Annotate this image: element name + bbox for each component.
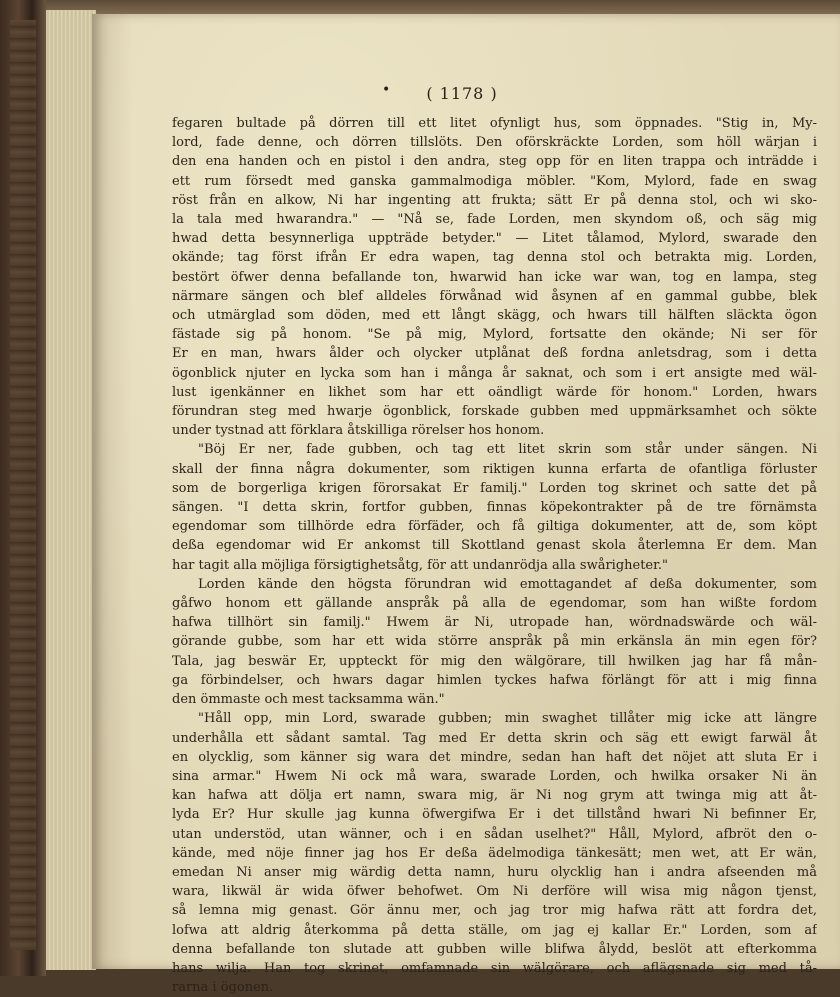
text-line: "Böj Er ner, fade gubben, och tag ett litet skrin som står under sängen. Ni [198,442,817,458]
text-line: den ena handen och en pistol i den andra, steg opp för en liten trappa och inträdde i [172,154,817,170]
text-line: förundran steg med hwarje ögonblick, forskade gubben med uppmärksamhet och sökte [172,404,817,420]
page-number: ( 1178 ) [426,84,498,103]
text-line: bestört öfwer denna befallande ton, hwarwid han icke war wan, tog en lampa, steg [172,269,817,285]
text-line: den ömmaste och mest tacksamma wän." [172,692,445,708]
book-page [92,14,840,996]
text-line: Tala, jag beswär Er, uppteckt för mig den wälgörare, till hwilken jag har få mån- [172,653,817,669]
text-line: kände, med nöje finner jag hos Er deßa ädelmodiga tänkesätt; men wet, att Er wän, [172,845,817,861]
book-spine [10,20,36,950]
text-line: sina armar." Hwem Ni ock må wara, swarade Lorden, och hwilka orsaker Ni än [172,768,817,784]
text-line: har tagit alla möjliga försigtighetsåtg, för att undanrödja alla swårigheter." [172,557,669,573]
text-line: ett rum försedt med ganska gammalmodiga möbler. "Kom, Mylord, fade en swag [172,173,817,189]
page-number-row [92,84,832,103]
text-line: ögonblick njuter en lycka som han i många år saknat, och som i ert ansigte med wäl- [172,365,817,381]
text-line: utan understöd, utan wänner, och i en sådan uselhet?" Håll, Mylord, afbröt den o- [172,826,817,842]
text-line: la tala med hwarandra." — "Nå se, fade Lorden, men skyndom oß, och säg mig [172,212,817,228]
text-line: sängen. "I detta skrin, fortfor gubben, finnas köpekontrakter på de tre förnämsta [172,500,817,516]
text-line: under tystnad att förklara åtskilliga rörelser hos honom. [172,423,545,439]
text-line: och utmärglad som döden, med ett långt skägg, och hwars till hälften släckta ögon [172,308,817,324]
text-line: skall der finna några dokumenter, som riktigen kunna erfarta de ofantliga förluster [172,461,817,477]
text-line: lust igenkänner en likhet som har ett oändligt wärde för honom." Lorden, hwars [172,384,817,400]
text-line: en olycklig, som känner sig wara det mindre, sedan han haft det nöjet att sluta Er i [172,749,817,765]
text-line: egendomar som tillhörde edra förfäder, och få giltiga dokumenter, att de, som köpt [172,519,817,535]
text-line: underhålla ett sådant samtal. Tag med Er detta skrin och säg ett ewigt farwäl åt [172,730,817,746]
text-line: kan hafwa att dölja ert namn, swara mig, är Ni nog grym att twinga mig att åt- [172,788,817,804]
page-stack-edges [46,10,96,970]
text-line: okände; tag först ifrån Er edra wapen, tag denna stol och betrakta mig. Lorden, [172,250,817,266]
text-line: Lorden kände den högsta förundran wid emottagandet af deßa dokumenter, som [198,576,817,592]
text-line: deßa egendomar wid Er ankomst till Skottland genast skola återlemna Er dem. Man [172,538,817,554]
text-line: emedan Ni anser mig wärdig detta namn, huru olycklig han i andra afseenden må [172,864,817,880]
text-line: hwad detta besynnerliga uppträde betyder." — Litet tålamod, Mylord, swarade den [172,231,817,247]
text-line: lyda Er? Hur skulle jag kunna öfwergifwa Er i det tillstånd hwari Ni befinner Er, [172,807,817,823]
text-line: som de borgerliga krigen förorsakat Er familj." Lorden tog skrinet och satte det på [172,480,817,496]
text-line: rarna i ögonen. [172,980,274,996]
text-line: Er en man, hwars ålder och olycker utplånat deß fordna anletsdrag, som i detta [172,346,817,362]
text-line: så lemna mig genast. Gör ännu mer, och jag tror mig hafwa rätt att fordra det, [172,903,817,919]
text-line: fegaren bultade på dörren till ett litet ofynligt hus, som öppnades. "Stig in, My- [172,116,817,131]
ornament-mark: • [382,82,392,98]
text-line: görande gubbe, som har ett wida större anspråk på min erkänsla än min egen för? [172,634,817,650]
text-line: röst från en alkow, Ni har ingenting att frukta; sätt Er på denna stol, och wi sko- [172,192,817,208]
page-body-text [172,114,817,997]
text-line: lofwa att aldrig återkomma på detta ställe, om jag ej kallar Er." Lorden, som af [172,922,817,938]
text-line: hans wilja. Han tog skrinet, omfamnade sin wälgörare, och aflägsnade sig med tå- [172,960,817,976]
text-line: gåfwo honom ett gällande anspråk på alla de egendomar, som han wißte fordom [172,596,817,612]
text-line: denna befallande ton slutade att gubben wille blifwa ålydd, beslöt att efterkomma [172,941,817,957]
text-line: närmare sängen och blef alldeles förwånad wid åsynen af en gammal gubbe, blek [172,288,817,304]
text-line: fästade sig på honom. "Se på mig, Mylord, fortsatte den okände; Ni ser för [172,327,817,343]
text-line: wara, likwäl är wida öfwer behofwet. Om Ni derföre will wisa mig någon tjenst, [172,884,817,900]
text-line: lord, fade denne, och dörren tillslöts. Den oförskräckte Lorden, som höll wärjan i [172,135,817,151]
text-line: ga förbindelser, och hwars dagar himlen tyckes hafwa förlängt för att i mig finna [172,672,817,688]
text-line: "Håll opp, min Lord, swarade gubben; min swaghet tillåter mig icke att längre [198,711,817,727]
text-line: hafwa tillhört sin familj." Hwem är Ni, utropade han, wördnadswärde och wäl- [172,615,817,631]
